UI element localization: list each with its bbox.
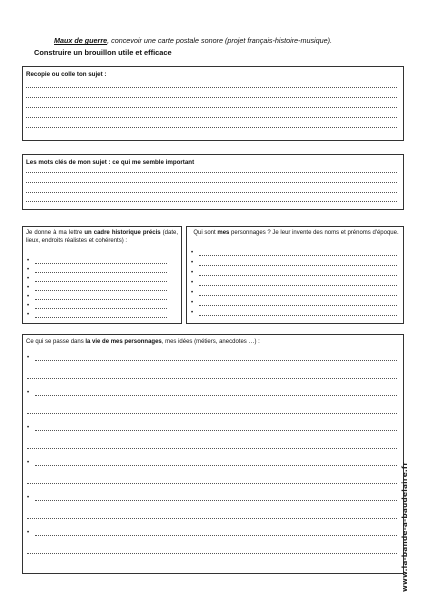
characters-box xyxy=(186,226,404,324)
characters-line[interactable] xyxy=(199,315,397,316)
keywords-line[interactable] xyxy=(26,201,397,202)
characters-life-box xyxy=(22,334,404,574)
bullet: • xyxy=(27,294,30,300)
bullet: • xyxy=(27,495,30,501)
bullet: • xyxy=(27,460,30,466)
historical-setting-instructions: Je donne à ma lettre un cadre historique précis (date, lieux, endroits réalistes et cohérents) : xyxy=(26,230,178,244)
subject-line[interactable] xyxy=(26,107,397,108)
characters-life-line[interactable] xyxy=(27,553,397,554)
keywords-line[interactable] xyxy=(26,182,397,183)
characters-life-line[interactable] xyxy=(27,378,397,379)
bullet: • xyxy=(27,276,30,282)
characters-life-line[interactable] xyxy=(35,395,397,396)
website-watermark: www.la-bande-a-baudelaire.fr xyxy=(400,461,409,592)
bullet: • xyxy=(27,258,30,264)
characters-line[interactable] xyxy=(199,265,397,266)
characters-line[interactable] xyxy=(199,275,397,276)
characters-line[interactable] xyxy=(199,255,397,256)
bullet: • xyxy=(27,303,30,309)
worksheet-title xyxy=(54,36,332,45)
bullet: • xyxy=(191,280,194,286)
bullet: • xyxy=(191,310,194,316)
historical-setting-line[interactable] xyxy=(35,263,167,264)
keywords-line[interactable] xyxy=(26,192,397,193)
subject-box-title: Recopie ou colle ton sujet : xyxy=(26,71,107,78)
subject-line[interactable] xyxy=(26,97,397,98)
characters-life-line[interactable] xyxy=(35,465,397,466)
characters-line[interactable] xyxy=(199,295,397,296)
bullet: • xyxy=(191,300,194,306)
bullet: • xyxy=(27,425,30,431)
bullet: • xyxy=(27,530,30,536)
subject-line[interactable] xyxy=(26,127,397,128)
keywords-box xyxy=(22,154,404,210)
bullet: • xyxy=(27,355,30,361)
characters-life-line[interactable] xyxy=(35,430,397,431)
characters-line[interactable] xyxy=(199,285,397,286)
bullet: • xyxy=(191,260,194,266)
keywords-box-title: Les mots clés de mon sujet : ce qui me semble important xyxy=(26,159,195,166)
characters-life-line[interactable] xyxy=(27,518,397,519)
characters-instructions: Qui sont mes personnages ? Je leur invente des noms et prénoms d'époque. xyxy=(193,230,399,236)
characters-life-line[interactable] xyxy=(35,360,397,361)
bullet: • xyxy=(191,270,194,276)
bullet: • xyxy=(191,250,194,256)
bullet: • xyxy=(27,267,30,273)
historical-setting-line[interactable] xyxy=(35,272,167,273)
subject-box xyxy=(22,66,404,141)
worksheet-subtitle: Construire un brouillon utile et efficace xyxy=(34,48,172,57)
characters-life-line[interactable] xyxy=(35,535,397,536)
characters-life-line[interactable] xyxy=(27,483,397,484)
historical-setting-line[interactable] xyxy=(35,317,167,318)
characters-life-instructions: Ce qui se passe dans la vie de mes personnages, mes idées (métiers, anecdotes …) : xyxy=(26,339,260,345)
keywords-line[interactable] xyxy=(26,172,397,173)
bullet: • xyxy=(191,290,194,296)
title-description: , concevoir une carte postale sonore (projet français-histoire-musique). xyxy=(107,36,333,45)
bullet: • xyxy=(27,312,30,318)
historical-setting-line[interactable] xyxy=(35,308,167,309)
historical-setting-box xyxy=(22,226,182,324)
characters-life-line[interactable] xyxy=(27,448,397,449)
title-project-name: Maux de guerre xyxy=(54,36,108,45)
bullet: • xyxy=(27,390,30,396)
historical-setting-line[interactable] xyxy=(35,290,167,291)
subject-line[interactable] xyxy=(26,87,397,88)
historical-setting-line[interactable] xyxy=(35,299,167,300)
bullet: • xyxy=(27,285,30,291)
characters-life-line[interactable] xyxy=(35,500,397,501)
historical-setting-line[interactable] xyxy=(35,281,167,282)
subject-line[interactable] xyxy=(26,117,397,118)
characters-line[interactable] xyxy=(199,305,397,306)
characters-life-line[interactable] xyxy=(27,413,397,414)
